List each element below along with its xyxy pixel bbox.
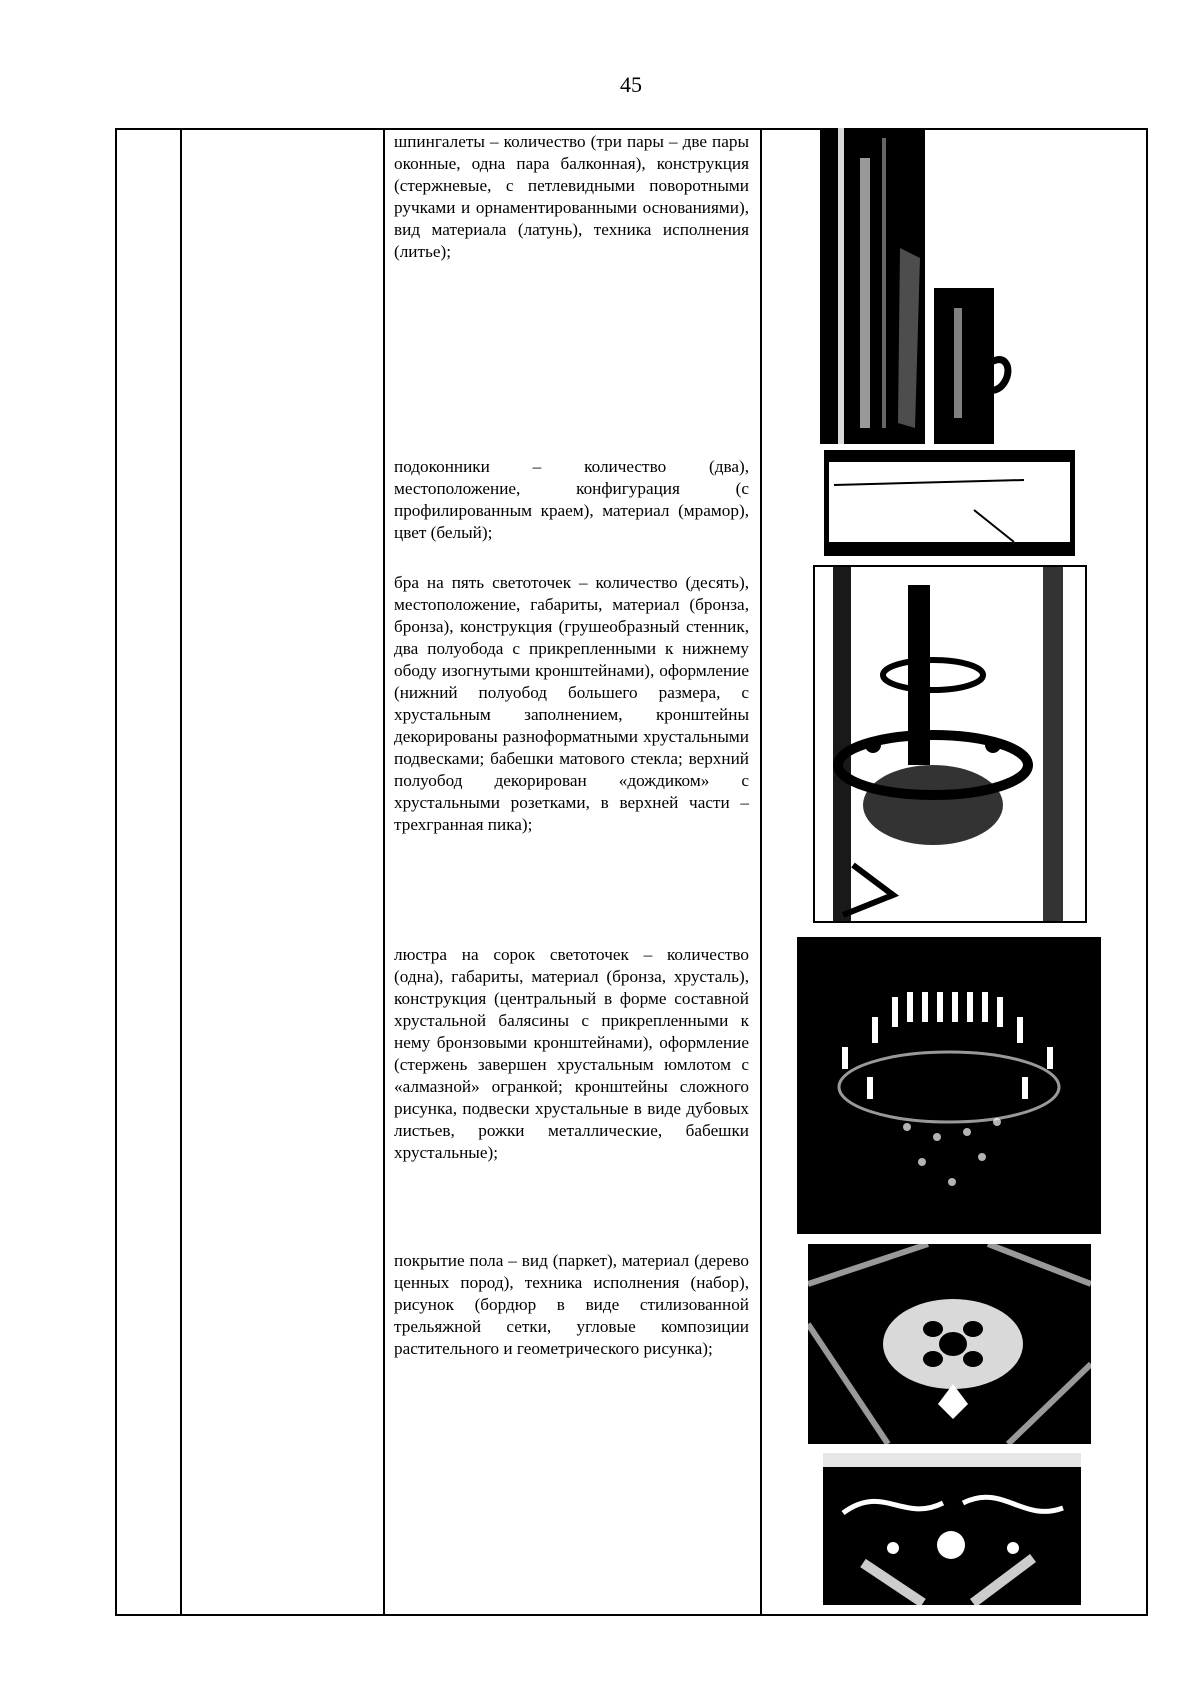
window-latch-photo xyxy=(820,128,925,444)
item-description-chandelier: люстра на сорок светоточек – количество (одна), габариты, материал (бронза, хрусталь), конструкция (центральный в форме составной хрустальной балясины с прикрепленными к нему бронзовыми кронштейнами), оформление (стержень завершен хрустальным юмлотом с «алмазной» огранкой; кронштейны сложного рисунка, подвески хрустальные в виде дубовых листьев, рожки металлические, бабешки хрустальные); xyxy=(394,945,749,1162)
item-description-sconces: бра на пять светоточек – количество (десять), местоположение, габариты, материал (бронза, бронза), конструкция (грушеобразный стенник, два полуобода с прикрепленными к нижнему ободу изогнутыми кронштейнами), оформление (нижний полуобод большего размера, с хрустальным заполнением, кронштейны декорированы разноформатными хрустальными подвесками; бабешки матового стекла; верхний полуобод декорирован «дождиком» с хрустальными розетками, в верхней части – трехгранная пика); xyxy=(394,573,749,834)
chandelier-photo xyxy=(797,937,1101,1234)
windowsill-photo xyxy=(824,450,1075,556)
window-latch-handle-photo xyxy=(934,288,1013,444)
parquet-corner-photo xyxy=(823,1453,1081,1605)
column-divider-3 xyxy=(760,130,762,1614)
column-divider-2 xyxy=(383,130,385,1614)
column-divider-1 xyxy=(180,130,182,1614)
item-description-window-latches: шпингалеты – количество (три пары – две пары оконные, одна пара балконная), конструкция (стержневые, с петлевидными поворотными ручками и орнаментированными основаниями), вид материала (латунь), техника исполнения (литье); xyxy=(394,132,749,261)
page-number: 45 xyxy=(620,72,642,97)
sconce-photo xyxy=(813,565,1087,923)
item-description-windowsills: подоконники – количество (два), местоположение, конфигурация (с профилированным краем), материал (мрамор), цвет (белый); xyxy=(394,457,749,542)
item-description-parquet: покрытие пола – вид (паркет), материал (дерево ценных пород), техника исполнения (набор), рисунок (бордюр в виде стилизованной трельяжной сетки, угловые композиции растительного и геометрического рисунка); xyxy=(394,1251,749,1358)
parquet-floor-photo xyxy=(808,1244,1091,1444)
